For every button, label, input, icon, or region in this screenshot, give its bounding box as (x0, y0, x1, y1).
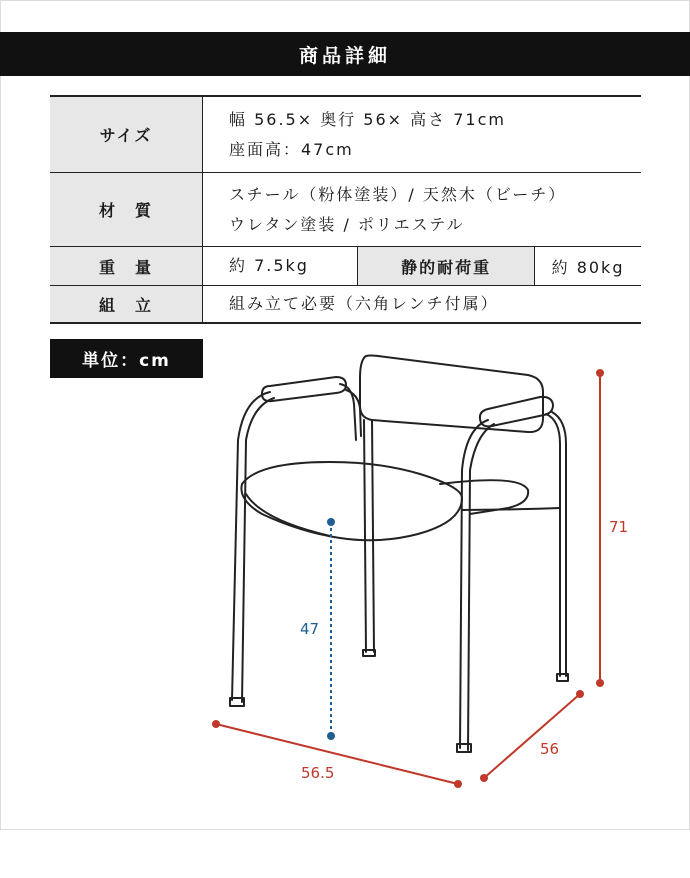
spec-size-line1: 幅 56.5× 奥行 56× 高さ 71cm (229, 109, 506, 129)
depth-dimension-line (484, 694, 580, 778)
spec-material-line2: ウレタン塗装 / ポリエステル (229, 214, 465, 234)
spec-label-assembly: 組 立 (50, 286, 203, 324)
chair-seat (241, 462, 462, 540)
spec-size-line2: 座面高：47cm (229, 139, 354, 159)
spec-value-assembly: 組み立て必要（六角レンチ付属） (203, 286, 642, 324)
spec-label-material: 材 質 (50, 173, 203, 247)
height-label: 71 (609, 518, 629, 536)
spec-label-weight: 重 量 (50, 247, 203, 286)
seat-height-label: 47 (300, 620, 320, 638)
spec-material-line1: スチール（粉体塗装）/ 天然木（ビーチ） (229, 184, 567, 204)
chair-seat-edge (246, 494, 330, 536)
unit-badge: 単位：cm (50, 339, 203, 378)
page-title: 商品詳細 (0, 32, 690, 76)
spec-label-size: サイズ (50, 96, 203, 173)
spec-value-load: 約 80kg (535, 247, 641, 286)
dimension-lines (212, 369, 604, 788)
width-dimension-line (216, 724, 458, 784)
spec-value-weight: 約 7.5kg (203, 247, 358, 286)
width-label: 56.5 (301, 764, 335, 782)
depth-label: 56 (540, 740, 560, 758)
left-frame (232, 392, 270, 700)
right-frame (460, 420, 488, 748)
spec-label-load: 静的耐荷重 (358, 247, 535, 286)
